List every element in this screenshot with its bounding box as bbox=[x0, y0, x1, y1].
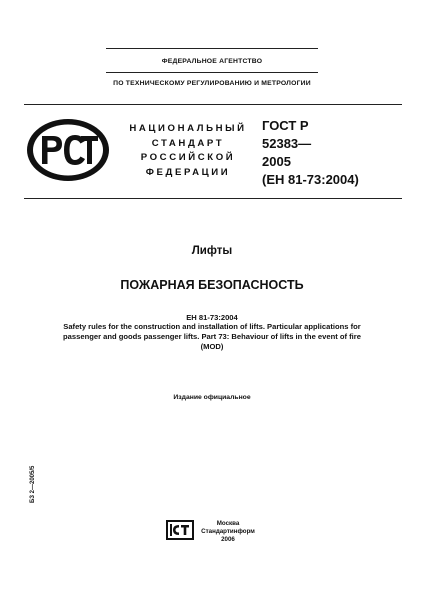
agency-line-1: ФЕДЕРАЛЬНОЕ АГЕНТСТВО bbox=[161, 58, 263, 65]
national-standard-label bbox=[118, 122, 258, 180]
en-line-3: (MOD) bbox=[200, 342, 224, 351]
publisher-year: 2006 bbox=[221, 536, 235, 543]
gost-line-2: 52383— bbox=[262, 136, 312, 151]
national-line-2: СТАНДАРТ bbox=[151, 137, 225, 149]
publisher-name: Стандартинформ bbox=[201, 528, 255, 535]
national-line-3: РОССИЙСКОЙ bbox=[140, 152, 236, 164]
header-top-rule bbox=[106, 48, 318, 49]
publisher-city: Москва bbox=[216, 520, 240, 527]
header-bottom-rule bbox=[24, 104, 402, 105]
document-subtitle: ПОЖАРНАЯ БЕЗОПАСНОСТЬ bbox=[120, 278, 304, 292]
header-mid-rule bbox=[106, 72, 318, 73]
publisher-text bbox=[196, 520, 260, 544]
en-line-1: Safety rules for the construction and installation of lifts. Particular applications for bbox=[63, 322, 361, 331]
national-line-1: НАЦИОНАЛЬНЫЙ bbox=[129, 123, 247, 134]
edition-label: Издание официальное bbox=[173, 394, 251, 401]
publisher-logo-icon bbox=[165, 519, 195, 541]
gost-line-3: 2005 bbox=[262, 154, 291, 169]
en-line-2: passenger and goods passenger lifts. Part 73: Behaviour of lifts in the event of fire bbox=[63, 332, 361, 341]
gost-line-4: (ЕН 81-73:2004) bbox=[262, 172, 359, 187]
gost-line-1: ГОСТ Р bbox=[262, 118, 309, 133]
document-title: Лифты bbox=[191, 245, 233, 257]
gost-number bbox=[262, 117, 359, 189]
publisher-logo bbox=[165, 519, 195, 541]
national-line-4: ФЕДЕРАЦИИ bbox=[145, 166, 231, 178]
en-code: ЕН 81-73:2004 bbox=[186, 313, 238, 322]
agency-line-2: ПО ТЕХНИЧЕСКОМУ РЕГУЛИРОВАНИЮ И МЕТРОЛОГИИ bbox=[113, 80, 311, 87]
side-code: БЗ 2—2005/5 bbox=[30, 465, 36, 503]
header-section-rule bbox=[24, 198, 402, 199]
en-title bbox=[0, 322, 424, 352]
rst-logo bbox=[26, 118, 110, 182]
rst-logo-icon bbox=[26, 118, 110, 182]
